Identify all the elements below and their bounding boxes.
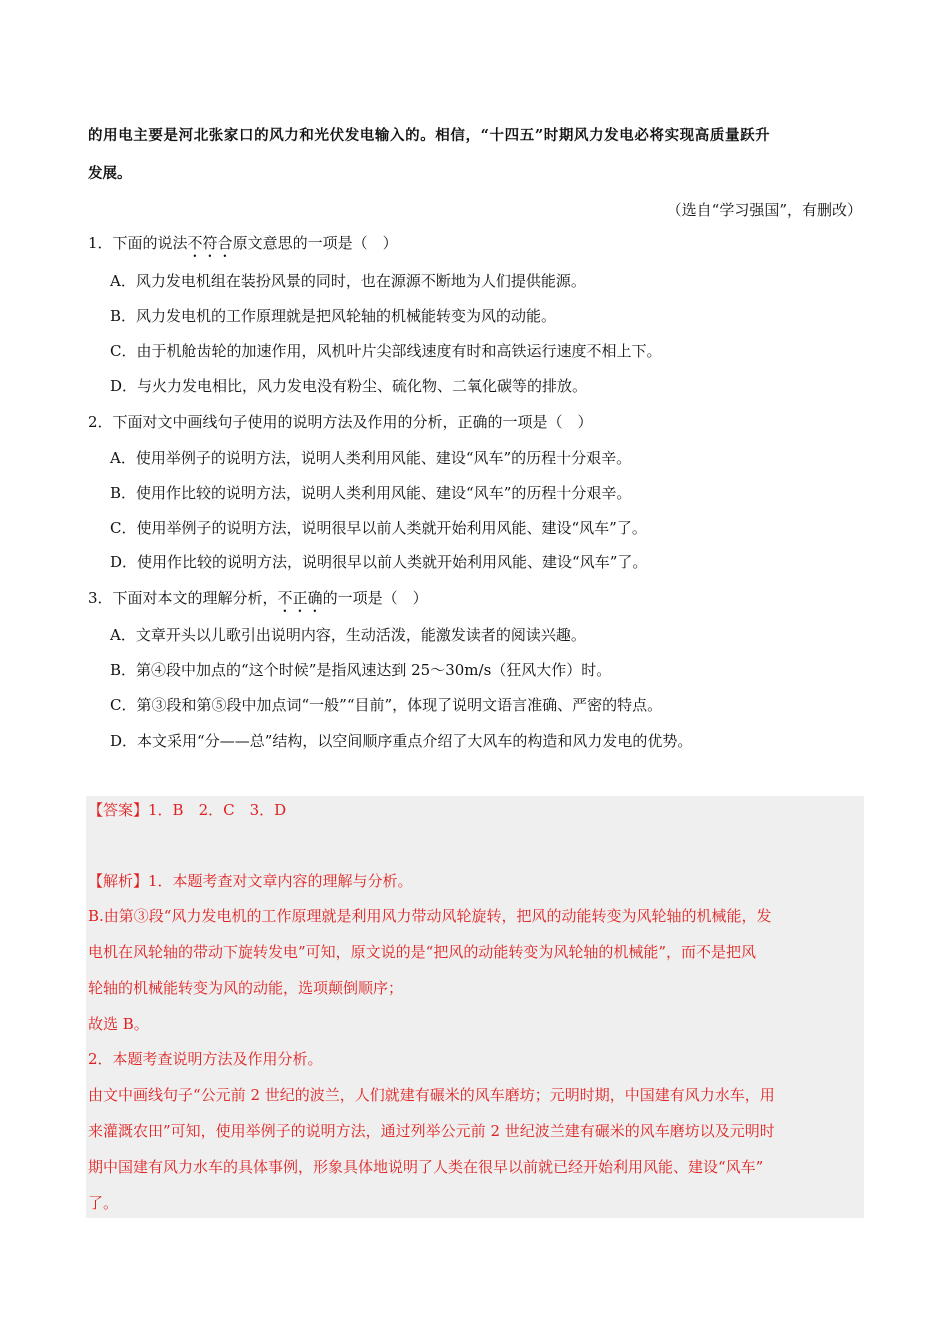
article-source: （选自“学习强国”，有删改） [666, 201, 862, 219]
question-1-option-d: D．与火力发电相比，风力发电没有粉尘、硫化物、二氧化碳等的排放。 [110, 377, 588, 395]
question-2-stem: 2．下面对文中画线句子使用的说明方法及作用的分析，正确的一项是（ ） [88, 413, 593, 431]
analysis-line: 了。 [88, 1194, 119, 1212]
analysis-line: 来灌溉农田”可知，使用举例子的说明方法，通过列举公元前 2 世纪波兰建有碾米的风车磨坊以及元明时 [88, 1122, 775, 1140]
analysis-line: B.由第③段“风力发电机的工作原理就是利用风力带动风轮旋转，把风的动能转变为风轮轴的机械能，发 [88, 907, 772, 925]
question-2-option-c: C．使用举例子的说明方法，说明很早以前人类就开始利用风能、建设“风车”了。 [110, 519, 647, 537]
question-3-option-a: A．文章开头以儿歌引出说明内容，生动活泼，能激发读者的阅读兴趣。 [110, 626, 586, 644]
article-paragraph-line: 的用电主要是河北张家口的风力和光伏发电输入的。相信，“十四五”时期风力发电必将实现高质量跃升 [88, 127, 771, 144]
question-3-option-d: D．本文采用“分——总”结构，以空间顺序重点介绍了大风车的构造和风力发电的优势。 [110, 732, 693, 750]
question-stem-text: 3．下面对本文的理解分析， [88, 589, 278, 607]
analysis-line: 故选 B。 [88, 1015, 149, 1033]
analysis-line: 【解析】1．本题考查对文章内容的理解与分析。 [88, 872, 413, 890]
analysis-line: 电机在风轮轴的带动下旋转发电”可知，原文说的是“把风的动能转变为风轮轴的机械能”，而不是把风 [88, 943, 757, 961]
analysis-line: 由文中画线句子“公元前 2 世纪的波兰，人们就建有碾米的风车磨坊；元明时期，中国建有风力水车，用 [88, 1086, 775, 1104]
question-3-option-c: C．第③段和第⑤段中加点词“一般”“目前”，体现了说明文语言准确、严密的特点。 [110, 696, 663, 714]
question-1-option-a: A．风力发电机组在装扮风景的同时，也在源源不断地为人们提供能源。 [110, 272, 586, 290]
analysis-line: 2．本题考查说明方法及作用分析。 [88, 1050, 323, 1068]
question-stem-emphasis: 不正确 [277, 589, 323, 607]
analysis-line: 轮轴的机械能转变为风的动能，选项颠倒顺序； [88, 979, 404, 997]
question-2-option-d: D．使用作比较的说明方法，说明很早以前人类就开始利用风能、建设“风车”了。 [110, 553, 648, 571]
question-1-option-c: C．由于机舱齿轮的加速作用，风机叶片尖部线速度有时和高铁运行速度不相上下。 [110, 342, 662, 360]
answer-analysis-box [86, 796, 864, 1218]
question-stem-text: 1．下面的说法 [88, 234, 188, 252]
question-3-option-b: B．第④段中加点的“这个时候”是指风速达到 25～30m/s（狂风大作）时。 [110, 661, 612, 679]
question-stem-text: 的一项是（ ） [322, 589, 428, 607]
question-2-option-b: B．使用作比较的说明方法，说明人类利用风能、建设“风车”的历程十分艰辛。 [110, 484, 632, 502]
question-3-stem [88, 588, 862, 616]
analysis-line: 期中国建有风力水车的具体事例，形象具体地说明了人类在很早以前就已经开始利用风能、建设“风车” [88, 1158, 764, 1176]
article-paragraph-line: 发展。 [88, 165, 132, 182]
question-stem-emphasis: 不符合 [187, 234, 233, 252]
answer-line: 【答案】1．B 2．C 3．D [88, 801, 287, 819]
question-1-option-b: B．风力发电机的工作原理就是把风轮轴的机械能转变为风的动能。 [110, 307, 557, 325]
question-1-stem [88, 233, 862, 261]
question-stem-text: 原文意思的一项是（ ） [232, 234, 398, 252]
question-2-option-a: A．使用举例子的说明方法，说明人类利用风能、建设“风车”的历程十分艰辛。 [110, 449, 632, 467]
